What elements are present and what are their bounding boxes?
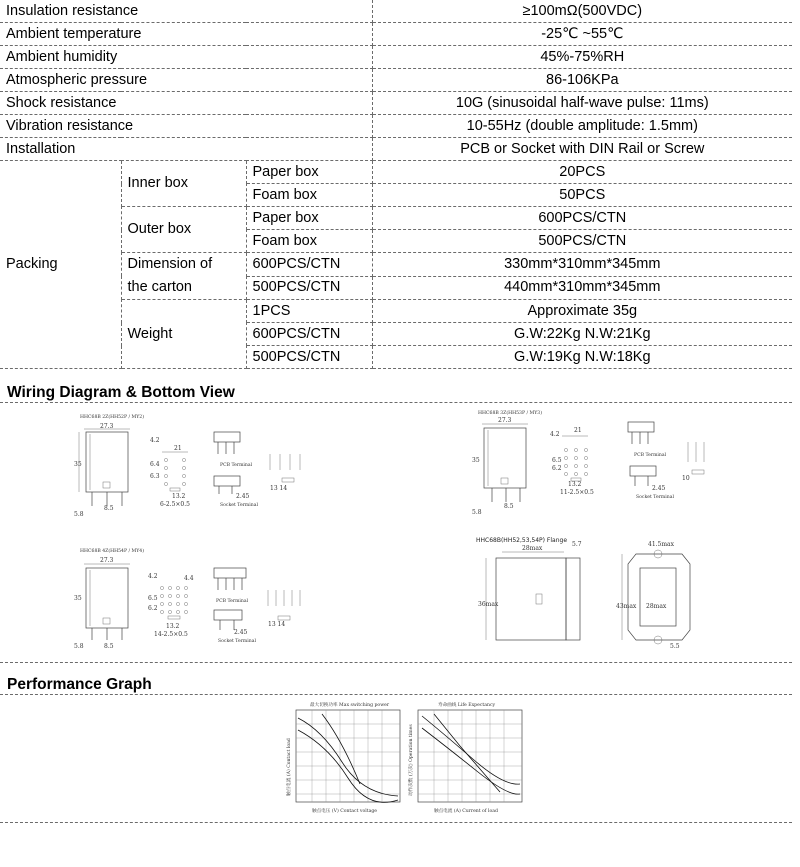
dim-flange-width: 28max (646, 603, 667, 610)
dim-term-pitch: 2.45 (652, 485, 666, 492)
dim-hole-b: 6.4 (150, 461, 160, 468)
packing-value: 50PCS (372, 184, 792, 207)
dim-flange-top: 41.5max (648, 541, 675, 548)
wiring-section-title: Wiring Diagram & Bottom View (7, 384, 235, 401)
dim-hole-e: 14-2.5×0.5 (154, 631, 188, 638)
dim-hole-d: 13.2 (568, 481, 582, 488)
dim-hole-pitch: 4.2 (148, 573, 158, 580)
dim-pin-length: 5.8 (472, 509, 482, 516)
spec-value: ≥100mΩ(500VDC) (372, 0, 792, 23)
spec-label: Shock resistance (0, 92, 372, 115)
packing-sublabel: 1PCS (246, 300, 372, 323)
dim-width: 27.3 (100, 423, 114, 430)
dim-flange-height: 43max (616, 603, 637, 610)
graph-title: 寿命曲线 Life Expectancy (438, 703, 496, 708)
packing-value: G.W:22Kg N.W:21Kg (372, 323, 792, 346)
spec-label: Ambient temperature (0, 23, 372, 46)
dim-hole-pitch: 4.2 (150, 437, 160, 444)
spec-value: PCB or Socket with DIN Rail or Screw (372, 138, 792, 161)
section-divider (0, 694, 792, 695)
dim-pin-length: 5.8 (74, 643, 84, 650)
dim-term-pitch: 2.45 (236, 493, 250, 500)
dim-hole-a: 21 (174, 445, 182, 452)
drawing-caption: HHC68B 2Z(HH52P / MY2) (80, 415, 144, 420)
dim-pin-gap: 8.5 (104, 505, 114, 512)
dim-pin-gap: 8.5 (504, 503, 514, 510)
dim-width: 27.3 (100, 557, 114, 564)
wiring-diagram-2z (74, 410, 324, 522)
spec-row-insulation (0, 0, 792, 23)
packing-value: 20PCS (372, 161, 792, 184)
packing-value: 330mm*310mm*345mm (372, 253, 792, 277)
pcb-terminal-label: PCB Terminal (216, 599, 249, 604)
spec-row-installation (0, 138, 792, 161)
schematic-pins: 13 14 (268, 621, 286, 628)
graph-life-expectancy (404, 700, 530, 818)
schematic-pins: 13 14 (270, 485, 288, 492)
section-divider (0, 402, 792, 403)
dim-height: 35 (74, 461, 82, 468)
packing-sublabel: Foam box (246, 184, 372, 207)
packing-sublabel: Foam box (246, 230, 372, 253)
packing-sublabel: Paper box (246, 161, 372, 184)
dim-hole-c: 6.2 (552, 465, 562, 472)
dim-hole-d: 13.2 (172, 493, 186, 500)
section-divider (0, 822, 792, 823)
spec-row-temperature (0, 23, 792, 46)
spec-label: Installation (0, 138, 372, 161)
graph-title: 最大切换功率 Max switching power (310, 703, 390, 708)
schematic-pins: 10 (682, 475, 690, 482)
outer-box-label: Outer box (121, 207, 246, 253)
graph-xlabel: 触点电流 (A) Current of load (434, 809, 498, 814)
dim-top: 28max (522, 545, 543, 552)
dim-hole-pitch: 4.2 (550, 431, 560, 438)
inner-box-label: Inner box (121, 161, 246, 207)
graph-max-switching-power (282, 700, 408, 818)
packing-sublabel: 600PCS/CTN (246, 323, 372, 346)
dim-pin-gap: 8.5 (104, 643, 114, 650)
spec-label: Insulation resistance (0, 0, 372, 23)
dim-hole-c: 6.3 (150, 473, 160, 480)
dim-height: 35 (472, 457, 480, 464)
packing-sublabel: 500PCS/CTN (246, 346, 372, 369)
dim-hole-c: 6.2 (148, 605, 158, 612)
socket-terminal-label: Socket Terminal (220, 503, 258, 508)
spec-value: 86-106KPa (372, 69, 792, 92)
specification-table (0, 0, 792, 369)
dim-side: 5.7 (572, 541, 582, 548)
packing-value: Approximate 35g (372, 300, 792, 323)
dim-hole-b: 6.5 (552, 457, 562, 464)
packing-sublabel: 600PCS/CTN (246, 253, 372, 277)
spec-label: Vibration resistance (0, 115, 372, 138)
weight-label: Weight (121, 300, 246, 369)
drawing-caption: HHC68B 4Z(HH54P / MY4) (80, 549, 144, 554)
section-divider (0, 662, 792, 663)
dim-pin-length: 5.8 (74, 511, 84, 518)
performance-section-title: Performance Graph (7, 676, 152, 693)
spec-label: Ambient humidity (0, 46, 372, 69)
dim-hole-e: 6-2.5×0.5 (160, 501, 190, 508)
spec-row-shock (0, 92, 792, 115)
dim-hole-d: 13.2 (166, 623, 180, 630)
graph-ylabel: 触点电流 (A) Contact load (287, 738, 292, 796)
dim-height: 35 (74, 595, 82, 602)
dimension-label-line2: the carton (127, 279, 192, 295)
packing-label: Packing (0, 161, 121, 369)
packing-value: 500PCS/CTN (372, 230, 792, 253)
spec-label: Atmospheric pressure (0, 69, 372, 92)
spec-row-humidity (0, 46, 792, 69)
graph-ylabel: 动作次数 (万次) Operation times (409, 724, 414, 796)
dim-term-pitch: 2.45 (234, 629, 248, 636)
spec-value: 10G (sinusoidal half-wave pulse: 11ms) (372, 92, 792, 115)
dimension-label-line1: Dimension of (127, 256, 213, 272)
spec-row-vibration (0, 115, 792, 138)
wiring-diagram-4z (70, 544, 320, 656)
packing-value: G.W:19Kg N.W:18Kg (372, 346, 792, 369)
dim-width: 27.3 (498, 417, 512, 424)
spec-value: -25℃ ~55℃ (372, 23, 792, 46)
packing-sublabel: Paper box (246, 207, 372, 230)
drawing-caption: HHC68B 3Z(HH53P / MY3) (478, 411, 542, 416)
dim-hole: 5.5 (670, 643, 680, 650)
spec-row-pressure (0, 69, 792, 92)
pcb-terminal-label: PCB Terminal (220, 463, 253, 468)
packing-row-inner-paper (0, 161, 792, 184)
dim-hole-b: 6.5 (148, 595, 158, 602)
wiring-diagram-flange (476, 534, 706, 654)
dim-hole-a: 4.4 (184, 575, 194, 582)
dim-hole-a: 21 (574, 427, 582, 434)
wiring-diagram-3z (470, 406, 720, 518)
pcb-terminal-label: PCB Terminal (634, 453, 667, 458)
spec-value: 10-55Hz (double amplitude: 1.5mm) (372, 115, 792, 138)
socket-terminal-label: Socket Terminal (218, 639, 256, 644)
drawing-caption: HHC68B(HH52,53,54P) Flange (476, 537, 568, 544)
socket-terminal-label: Socket Terminal (636, 495, 674, 500)
dim-height: 36max (478, 601, 499, 608)
graph-xlabel: 触点电压 (V) Contact voltage (312, 809, 377, 814)
packing-value: 440mm*310mm*345mm (372, 276, 792, 300)
dimension-label (121, 253, 246, 300)
packing-value: 600PCS/CTN (372, 207, 792, 230)
spec-value: 45%-75%RH (372, 46, 792, 69)
packing-sublabel: 500PCS/CTN (246, 276, 372, 300)
dim-hole-e: 11-2.5×0.5 (560, 489, 594, 496)
